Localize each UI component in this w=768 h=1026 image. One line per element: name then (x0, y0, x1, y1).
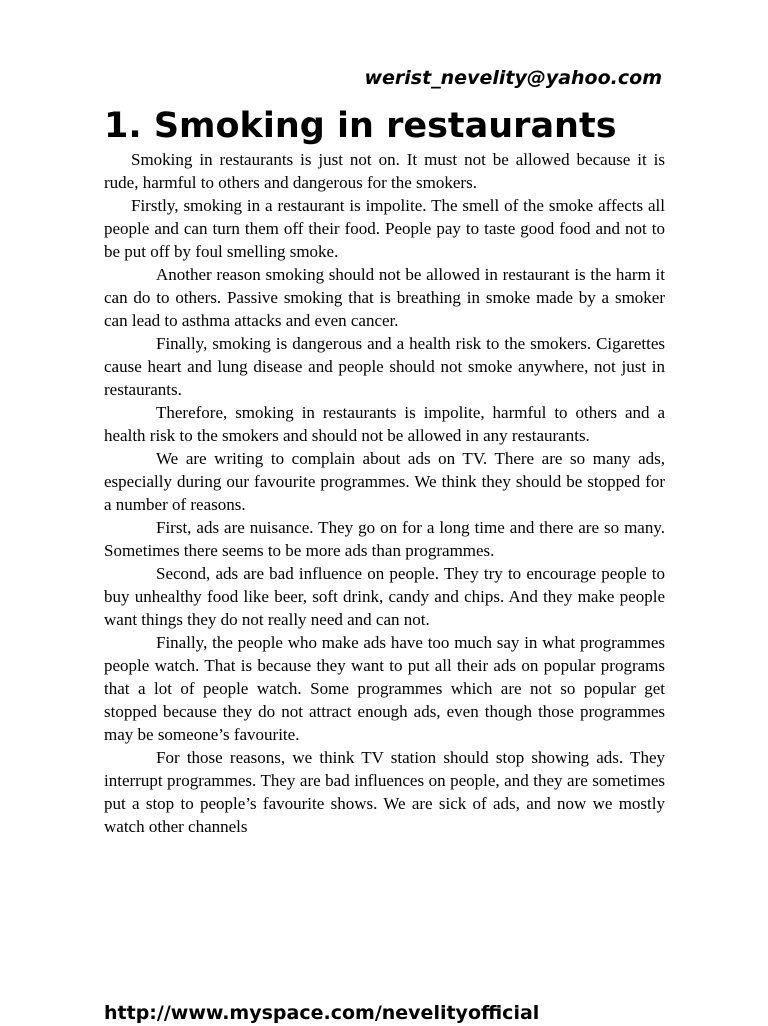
paragraph: For those reasons, we think TV station should stop showing ads. They interrupt programmes. They are bad influences on people, and they are sometimes put a stop to people’s favourite shows. We are sick of ads, and now we mostly watch other channels (104, 748, 665, 836)
paragraph: We are writing to complain about ads on TV. There are so many ads, especially during our favourite programmes. We think they should be stopped for a number of reasons. (104, 449, 665, 514)
document-body (104, 148, 665, 838)
paragraph: Smoking in restaurants is just not on. It must not be allowed because it is rude, harmful to others and dangerous for the smokers. (104, 150, 665, 192)
paragraph: Second, ads are bad influence on people. They try to encourage people to buy unhealthy food like beer, soft drink, candy and chips. And they make people want things they do not really need and can not. (104, 564, 665, 629)
paragraph: First, ads are nuisance. They go on for a long time and there are so many. Sometimes there seems to be more ads than programmes. (104, 518, 665, 560)
document-title: 1. Smoking in restaurants (104, 106, 617, 146)
paragraph: Therefore, smoking in restaurants is impolite, harmful to others and a health risk to the smokers and should not be allowed in any restaurants. (104, 403, 665, 445)
paragraph: Finally, the people who make ads have too much say in what programmes people watch. That is because they want to put all their ads on popular programs that a lot of people watch. Some programmes which are not so popular get stopped because they do not attract enough ads, even though those programmes may be someone’s favourite. (104, 633, 665, 744)
footer-url: http://www.myspace.com/nevelityofficial (104, 1002, 540, 1024)
author-email: werist_nevelity@yahoo.com (364, 67, 662, 89)
paragraph: Finally, smoking is dangerous and a health risk to the smokers. Cigarettes cause heart and lung disease and people should not smoke anywhere, not just in restaurants. (104, 334, 665, 399)
paragraph: Another reason smoking should not be allowed in restaurant is the harm it can do to others. Passive smoking that is breathing in smoke made by a smoker can lead to asthma attacks and even cancer. (104, 265, 665, 330)
paragraph: Firstly, smoking in a restaurant is impolite. The smell of the smoke affects all people and can turn them off their food. People pay to taste good food and not to be put off by foul smelling smoke. (104, 196, 665, 261)
